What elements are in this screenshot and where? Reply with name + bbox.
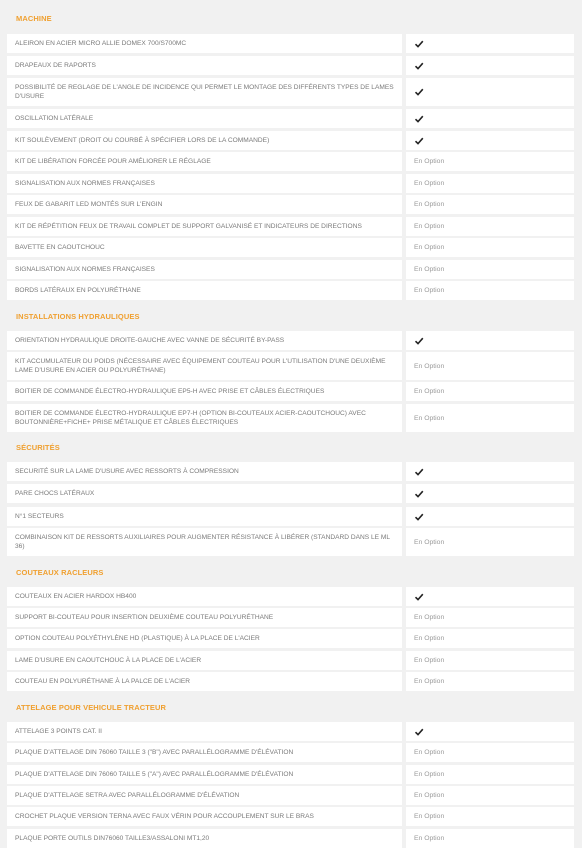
feature-label: BOITIER DE COMMANDE ÉLECTRO-HYDRAULIQUE EP5-H AVEC PRISE ET CÂBLES ÉLECTRIQUES bbox=[7, 382, 402, 401]
feature-label: ATTELAGE 3 POINTS CAT. II bbox=[7, 722, 402, 741]
table-row bbox=[7, 217, 574, 236]
option-cell: En Option bbox=[406, 404, 574, 432]
check-icon bbox=[414, 512, 424, 522]
table-row bbox=[7, 743, 574, 762]
table-row bbox=[7, 672, 574, 691]
option-cell: En Option bbox=[406, 352, 574, 380]
feature-label: PLAQUE D'ATTELAGE SETRA AVEC PARALLÉLOGRAMME D'ÉLÉVATION bbox=[7, 786, 402, 805]
option-cell: En Option bbox=[406, 152, 574, 171]
check-icon bbox=[414, 136, 424, 146]
option-cell: En Option bbox=[406, 608, 574, 627]
feature-label: CROCHET PLAQUE VERSION TERNA AVEC FAUX VÉRIN POUR ACCOUPLEMENT SUR LE BRAS bbox=[7, 807, 402, 826]
feature-label: BORDS LATÉRAUX EN POLYURÉTHANE bbox=[7, 281, 402, 300]
feature-label: BOITIER DE COMMANDE ÉLECTRO-HYDRAULIQUE EP7-H (OPTION BI-COUTEAUX ACIER-CAOUTCHOUC) AVEC BOUTONNIÈRE+FICHE+ PRISE MÉTALIQUE ET CÂBLES ÉLECTRIQUES bbox=[7, 404, 402, 432]
feature-label: PARE CHOCS LATÉRAUX bbox=[7, 484, 402, 503]
option-cell: En Option bbox=[406, 174, 574, 193]
option-cell: En Option bbox=[406, 807, 574, 826]
check-icon bbox=[414, 467, 424, 477]
table-row bbox=[7, 382, 574, 401]
feature-label: OSCILLATION LATÉRALE bbox=[7, 109, 402, 128]
check-icon bbox=[414, 727, 424, 737]
table-row bbox=[7, 404, 574, 432]
table-row bbox=[7, 528, 574, 556]
included-cell bbox=[406, 484, 574, 503]
feature-label: KIT ACCUMULATEUR DU POIDS (NÉCESSAIRE AVEC ÉQUIPEMENT COUTEAU POUR L'UTILISATION D'UNE DEUXIÈME LAME D'USURE EN ACIER OU POLYURÉTHANE) bbox=[7, 352, 402, 380]
table-row bbox=[7, 507, 574, 526]
table-row bbox=[7, 587, 574, 606]
table-row bbox=[7, 629, 574, 648]
table-row bbox=[7, 260, 574, 279]
feature-label: COUTEAU EN POLYURÉTHANE À LA PALCE DE L'ACIER bbox=[7, 672, 402, 691]
feature-label: KIT SOULÈVEMENT (DROIT OU COURBÉ À SPÉCIFIER LORS DE LA COMMANDE) bbox=[7, 131, 402, 150]
feature-label: SUPPORT BI-COUTEAU POUR INSERTION DEUXIÈME COUTEAU POLYURÉTHANE bbox=[7, 608, 402, 627]
table-row bbox=[7, 651, 574, 670]
option-cell: En Option bbox=[406, 765, 574, 784]
table-row bbox=[7, 195, 574, 214]
feature-label: COUTEAUX EN ACIER HARDOX HB400 bbox=[7, 587, 402, 606]
option-cell: En Option bbox=[406, 260, 574, 279]
option-cell: En Option bbox=[406, 829, 574, 848]
feature-label: ALEIRON EN ACIER MICRO ALLIE DOMEX 700/S700MC bbox=[7, 34, 402, 53]
option-cell: En Option bbox=[406, 743, 574, 762]
feature-label: KIT DE RÉPÉTITION FEUX DE TRAVAIL COMPLET DE SUPPORT GALVANISÉ ET INDICATEURS DE DIRECTIONS bbox=[7, 217, 402, 236]
table-row bbox=[7, 829, 574, 848]
feature-label: LAME D'USURE EN CAOUTCHOUC À LA PLACE DE L'ACIER bbox=[7, 651, 402, 670]
feature-label: SECURITÉ SUR LA LAME D'USURE AVEC RESSORTS À COMPRESSION bbox=[7, 462, 402, 481]
option-cell: En Option bbox=[406, 672, 574, 691]
section-title: ATTELAGE POUR VEHICULE TRACTEUR bbox=[16, 703, 167, 712]
section-title: MACHINE bbox=[16, 14, 52, 23]
table-row bbox=[7, 722, 574, 741]
check-icon bbox=[414, 61, 424, 71]
table-row bbox=[7, 807, 574, 826]
option-cell: En Option bbox=[406, 651, 574, 670]
option-cell: En Option bbox=[406, 629, 574, 648]
check-icon bbox=[414, 336, 424, 346]
feature-label: SIGNALISATION AUX NORMES FRANÇAISES bbox=[7, 260, 402, 279]
section-title: SÉCURITÉS bbox=[16, 443, 60, 452]
included-cell bbox=[406, 587, 574, 606]
section-title: INSTALLATIONS HYDRAULIQUES bbox=[16, 312, 140, 321]
feature-label: PLAQUE PORTE OUTILS DIN76060 TAILLE3/ASSALONI MT1,20 bbox=[7, 829, 402, 848]
included-cell bbox=[406, 462, 574, 481]
feature-label: KIT DE LIBÉRATION FORCÉE POUR AMÉLIORER LE RÉGLAGE bbox=[7, 152, 402, 171]
table-row bbox=[7, 331, 574, 350]
option-cell: En Option bbox=[406, 786, 574, 805]
option-cell: En Option bbox=[406, 528, 574, 556]
option-cell: En Option bbox=[406, 382, 574, 401]
table-row bbox=[7, 786, 574, 805]
table-row bbox=[7, 238, 574, 257]
feature-label: COMBINAISON KIT DE RESSORTS AUXILIAIRES POUR AUGMENTER RÉSISTANCE À LIBÉRER (STANDARD DANS LE ML 36) bbox=[7, 528, 402, 556]
table-row bbox=[7, 78, 574, 106]
option-cell: En Option bbox=[406, 195, 574, 214]
section-title: COUTEAUX RACLEURS bbox=[16, 568, 104, 577]
included-cell bbox=[406, 34, 574, 53]
table-row bbox=[7, 765, 574, 784]
feature-label: ORIENTATION HYDRAULIQUE DROITE-GAUCHE AVEC VANNE DE SÉCURITÉ BY-PASS bbox=[7, 331, 402, 350]
table-row bbox=[7, 152, 574, 171]
included-cell bbox=[406, 507, 574, 526]
table-row bbox=[7, 56, 574, 75]
table-row bbox=[7, 352, 574, 380]
check-icon bbox=[414, 114, 424, 124]
table-row bbox=[7, 109, 574, 128]
feature-label: POSSIBILITÉ DE REGLAGE DE L'ANGLE DE INCIDENCE QUI PERMET LE MONTAGE DES DIFFÉRENTS TYPES DE LAMES D'USURE bbox=[7, 78, 402, 106]
table-row bbox=[7, 34, 574, 53]
feature-label: PLAQUE D'ATTELAGE DIN 76060 TAILLE 3 ("B") AVEC PARALLÉLOGRAMME D'ÉLÉVATION bbox=[7, 743, 402, 762]
table-row bbox=[7, 281, 574, 300]
check-icon bbox=[414, 489, 424, 499]
feature-label: N°1 SECTEURS bbox=[7, 507, 402, 526]
feature-label: PLAQUE D'ATTELAGE DIN 76060 TAILLE 5 ("A") AVEC PARALLÉLOGRAMME D'ÉLÉVATION bbox=[7, 765, 402, 784]
table-row bbox=[7, 484, 574, 503]
check-icon bbox=[414, 39, 424, 49]
table-row bbox=[7, 608, 574, 627]
table-row bbox=[7, 462, 574, 481]
included-cell bbox=[406, 56, 574, 75]
feature-label: DRAPEAUX DE RAPORTS bbox=[7, 56, 402, 75]
feature-label: FEUX DE GABARIT LED MONTÉS SUR L'ENGIN bbox=[7, 195, 402, 214]
check-icon bbox=[414, 87, 424, 97]
option-cell: En Option bbox=[406, 238, 574, 257]
option-cell: En Option bbox=[406, 281, 574, 300]
option-cell: En Option bbox=[406, 217, 574, 236]
included-cell bbox=[406, 131, 574, 150]
table-row bbox=[7, 174, 574, 193]
table-row bbox=[7, 131, 574, 150]
included-cell bbox=[406, 331, 574, 350]
feature-label: OPTION COUTEAU POLYÉTHYLÈNE HD (PLASTIQUE) À LA PLACE DE L'ACIER bbox=[7, 629, 402, 648]
included-cell bbox=[406, 78, 574, 106]
check-icon bbox=[414, 592, 424, 602]
included-cell bbox=[406, 109, 574, 128]
feature-label: BAVETTE EN CAOUTCHOUC bbox=[7, 238, 402, 257]
included-cell bbox=[406, 722, 574, 741]
feature-label: SIGNALISATION AUX NORMES FRANÇAISES bbox=[7, 174, 402, 193]
